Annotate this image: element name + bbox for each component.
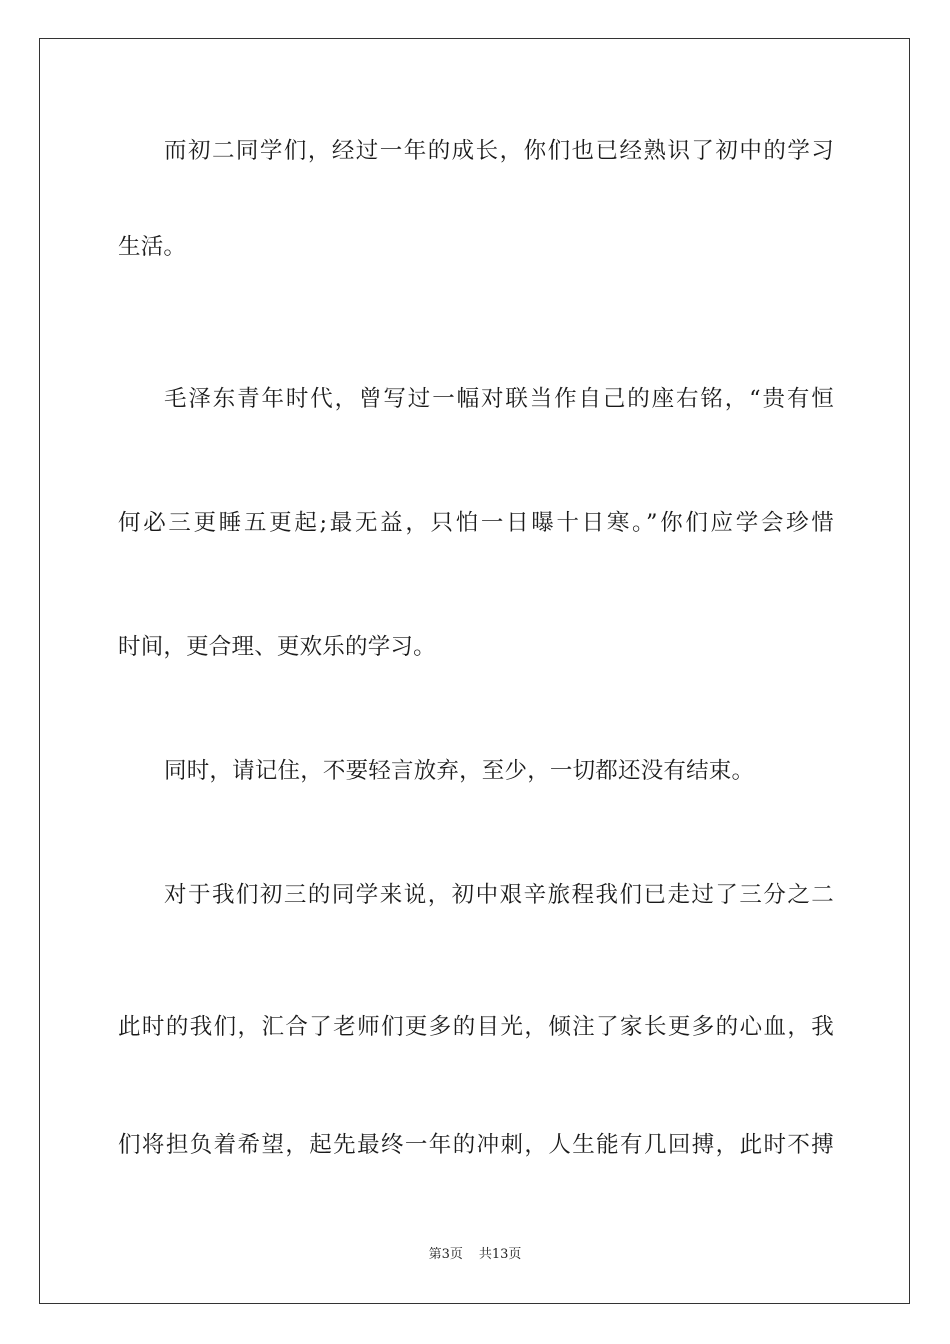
page-border	[39, 38, 910, 1304]
paragraph-line: 毛泽东青年时代，曾写过一幅对联当作自己的座右铭，“贵有恒	[164, 386, 834, 412]
paragraph-line: 生活。	[118, 234, 187, 260]
paragraph-line: 们将担负着希望，起先最终一年的冲刺，人生能有几回搏，此时不搏	[118, 1132, 834, 1158]
paragraph-line: 此时的我们，汇合了老师们更多的目光，倾注了家长更多的心血，我	[118, 1014, 834, 1040]
paragraph-line: 时间，更合理、更欢乐的学习。	[118, 634, 436, 660]
paragraph-line: 对于我们初三的同学来说，初中艰辛旅程我们已走过了三分之二	[164, 882, 834, 908]
page-total: 共13页	[478, 1247, 522, 1262]
paragraph-line: 同时，请记住，不要轻言放弃，至少，一切都还没有结束。	[164, 758, 755, 784]
page-footer	[0, 1246, 950, 1264]
page-number: 第3页	[428, 1247, 463, 1262]
paragraph-line: 而初二同学们，经过一年的成长，你们也已经熟识了初中的学习	[164, 138, 834, 164]
paragraph-line: 何必三更睡五更起;最无益，只怕一日曝十日寒。”你们应学会珍惜	[118, 510, 834, 536]
